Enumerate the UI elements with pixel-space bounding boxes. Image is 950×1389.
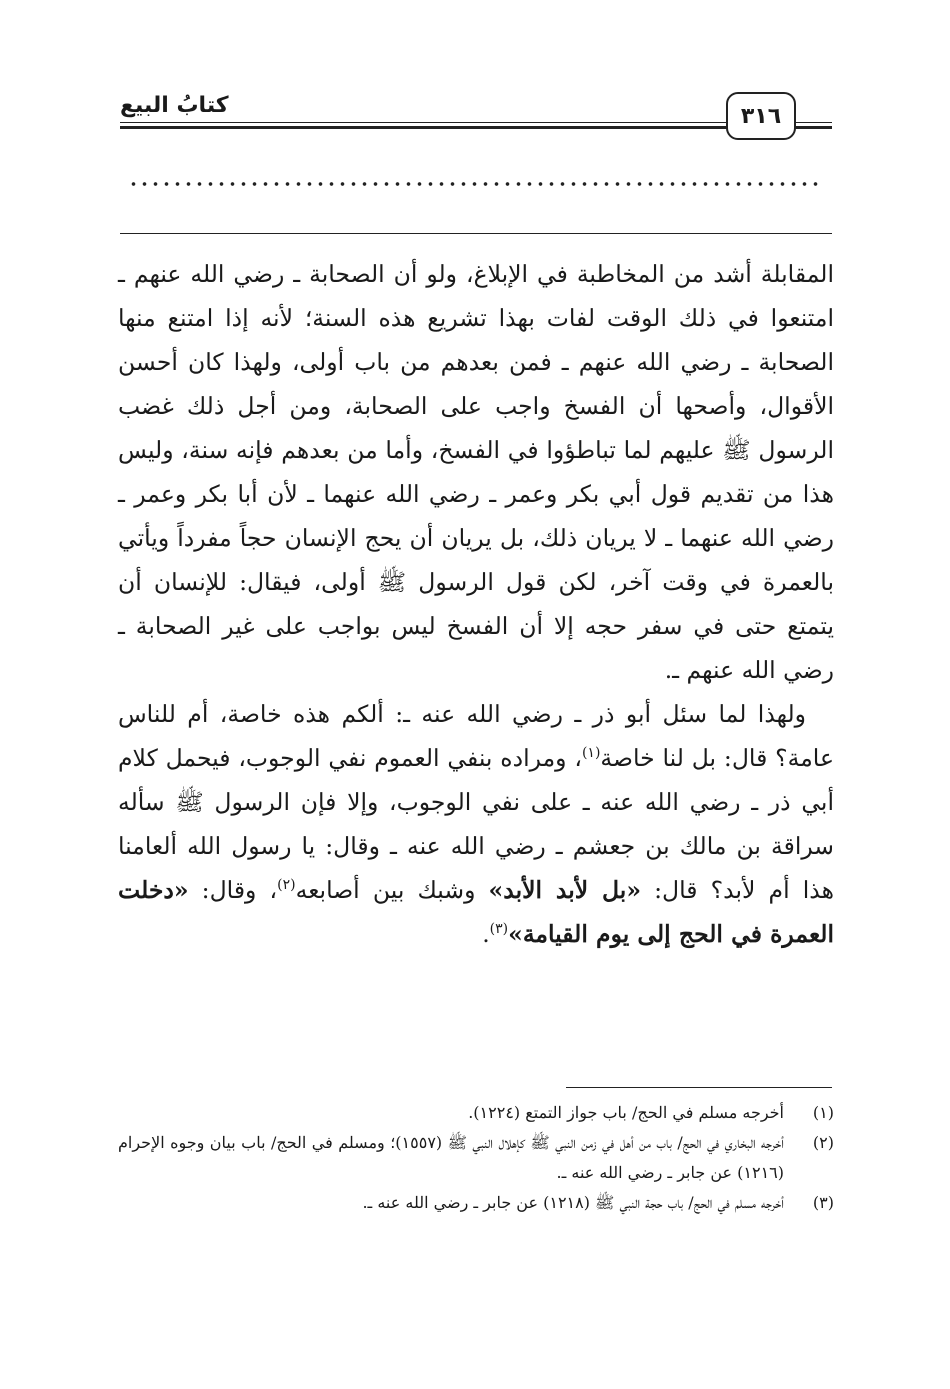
- paragraph-1: المقابلة أشد من المخاطبة في الإبلاغ، ولو أن الصحابة ـ رضي الله عنهم ـ امتنعوا في ذلك الوقت لفات بهذا تشريع هذه السنة؛ لأنه إذا امتنع منها الصحابة ـ رضي الله عنهم ـ فمن بعدهم من باب أولى، ولهذا كان أحسن الأقوال، وأصحها أن الفسخ واجب على الصحابة، ومن أجل ذلك غضب الرسول ﷺ عليهم لما تباطؤوا في الفسخ، وأما من بعدهم فإنه سنة، وليس هذا من تقديم قول أبي بكر وعمر ـ رضي الله عنهما ـ لأن أبا بكر وعمر ـ رضي الله عنهما ـ لا يريان ذلك، بل يريان أن يحج الإنسان حجاً مفرداً ويأتي بالعمرة في وقت آخر، لكن قول الرسول ﷺ أولى، فيقال: للإنسان أن يتمتع حتى في سفر حجه إلا أن الفسخ ليس بواجب على غير الصحابة ـ رضي الله عنهم ـ.: [118, 260, 834, 684]
- chapter-title: كتابُ البيع: [120, 93, 229, 118]
- footnotes: [118, 1098, 834, 1218]
- footnote-rule: [566, 1087, 832, 1088]
- footnote-ref-3: (٣): [489, 921, 509, 938]
- page-number: ٣١٦: [740, 103, 782, 129]
- hadith-quote-1: «بل لأبد الأبد»: [488, 876, 642, 904]
- dotted-divider: [128, 176, 820, 192]
- paragraph-2-part-d: ، وقال:: [188, 876, 278, 904]
- hadith-quote-2: «دخلت العمرة في الحج إلى يوم القيامة»: [118, 876, 834, 948]
- paragraph-2-part-a: ولهذا لما سئل أبو ذر ـ رضي الله عنه ـ: ألكم هذه خاصة، أم للناس عامة؟ قال: بل لنا خاصة: [118, 700, 834, 772]
- footnote-1: [118, 1098, 834, 1128]
- paragraph-2-part-e: .: [482, 920, 490, 948]
- paragraph-2-part-c: وشبك بين أصابعه: [295, 876, 489, 904]
- paragraph-2: [118, 692, 834, 956]
- footnote-text: أخرجه مسلم في الحج/ باب جواز التمتع (١٢٢٤).: [468, 1103, 784, 1122]
- section-rule: [120, 233, 832, 234]
- footnote-number: (٣): [812, 1193, 834, 1212]
- footnote-ref-1: (١): [581, 745, 601, 762]
- footnote-number: (١): [812, 1103, 834, 1122]
- footnote-ref-2: (٢): [277, 877, 296, 894]
- main-text: [118, 252, 834, 956]
- page-number-badge: [726, 92, 796, 140]
- footnote-3: [118, 1188, 834, 1218]
- footnote-text: أخرجه البخاري في الحج/ باب من أهل في زمن النبي ﷺ كإهلال النبي ﷺ (١٥٥٧)؛ ومسلم في الحج/ باب بيان وجوه الإحرام (١٢١٦) عن جابر ـ رضي الله عنه ـ.: [118, 1133, 784, 1182]
- footnote-2: [118, 1128, 834, 1188]
- footnote-text: أخرجه مسلم في الحج/ باب حجة النبي ﷺ (١٢١٨) عن جابر ـ رضي الله عنه ـ.: [362, 1193, 784, 1212]
- footnote-number: (٢): [812, 1133, 834, 1152]
- paragraph-2-part-b: ، ومراده بنفي العموم نفي الوجوب، فيحمل كلام أبي ذر ـ رضي الله عنه ـ على نفي الوجوب، وإلا فإن الرسول ﷺ سأله سراقة بن مالك بن جعشم ـ رضي الله عنه ـ وقال: يا رسول الله ألعامنا هذا أم لأبد؟ قال:: [118, 744, 834, 904]
